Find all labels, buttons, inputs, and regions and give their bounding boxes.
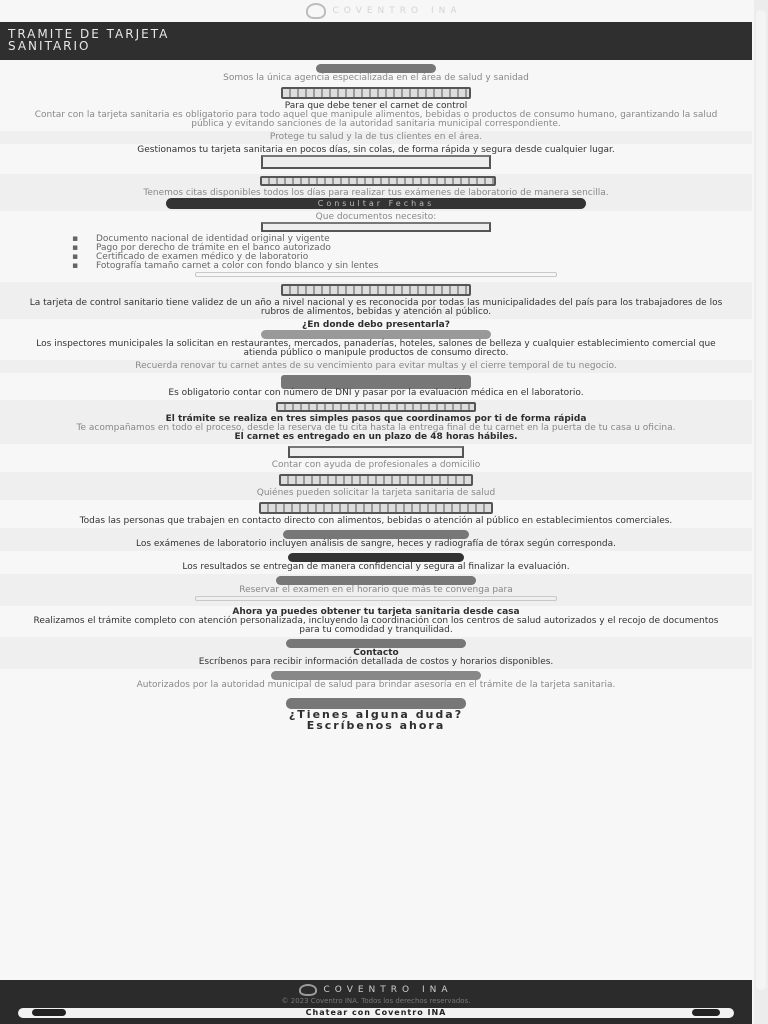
- closing-line1: ¿Tienes alguna duda?: [288, 708, 464, 721]
- validity-text: La tarjeta de control sanitario tiene validez de un año a nivel nacional y es reconocida por todas las municipalidades del país para los trabajadores de los rubros de alimentos, bebidas y atención al público.: [29, 298, 723, 317]
- copyright: © 2023 Coventro INA. Todos los derechos reservados.: [281, 997, 471, 1005]
- faq-body: Realizamos el trámite completo con atención personalizada, incluyendo la coordinación con los centros de salud autorizados y el recojo de documentos para tu comodidad y tranquilidad.: [33, 616, 719, 635]
- schedule-text: Tenemos citas disponibles todos los días para realizar tus exámenes de laboratorio de manera sencilla.: [143, 188, 609, 198]
- list-item: ▪ Documento nacional de identidad original y vigente: [72, 234, 330, 244]
- who-text: Quiénes pueden solicitar la tarjeta sanitaria de salud: [256, 488, 496, 498]
- close-icon[interactable]: [692, 1009, 720, 1016]
- contact-body: Escríbenos para recibir información detallada de costos y horarios disponibles.: [198, 657, 554, 667]
- where-body: Los inspectores municipales la solicitan en restaurantes, mercados, panaderías, hoteles, salones de belleza y cualquier establecimiento comercial que atienda público o manipule productos de consumo directo.: [36, 339, 716, 358]
- folder-icon: [261, 222, 491, 232]
- brand-name[interactable]: COVENTRO INA: [332, 5, 462, 16]
- section-faq: [0, 606, 752, 637]
- apply-text: Gestionamos tu tarjeta sanitaria en pocos días, sin colas, de forma rápida y segura desde cualquier lugar.: [137, 145, 615, 155]
- seal-icon: [271, 671, 481, 680]
- list-icon: [260, 176, 496, 186]
- lab-icon: [283, 530, 469, 539]
- section-lab: [0, 528, 752, 551]
- intro-text: Somos la única agencia especializada en el área de salud y sanidad: [223, 73, 529, 83]
- mandatory-text: Es obligatorio contar con número de DNI y pasar por la evaluación médica en el laboratorio.: [168, 388, 584, 398]
- section-workers: [0, 500, 752, 528]
- contact-heading: Contacto: [353, 648, 399, 658]
- process-heading: El trámite se realiza en tres simples pasos que coordinamos por ti de forma rápida: [165, 414, 587, 424]
- lab-text: Los exámenes de laboratorio incluyen análisis de sangre, heces y radiografía de tórax según corresponda.: [135, 539, 616, 549]
- section-renew: [0, 360, 752, 373]
- workers-text: Todas las personas que trabajen en contacto directo con alimentos, bebidas o atención al público en establecimientos comerciales.: [79, 516, 673, 526]
- whatsapp-chat-button[interactable]: [18, 1008, 734, 1018]
- process-body: Te acompañamos en todo el proceso, desde la reserva de tu cita hasta la entrega final de tu carnet en la puerta de tu casa u oficina.: [76, 423, 676, 433]
- protect-text: Protege tu salud y la de tus clientes en el área.: [269, 132, 483, 142]
- section-contact: [0, 637, 752, 669]
- footer-brand-name[interactable]: COVENTRO INA: [323, 984, 453, 995]
- about-heading: Para que debe tener el carnet de control: [284, 101, 468, 111]
- section-where: [0, 319, 752, 360]
- section-support: [0, 444, 752, 472]
- divider: [195, 596, 557, 601]
- workers-icon: [259, 502, 493, 514]
- shield-icon: [288, 553, 464, 562]
- brand-logo-icon[interactable]: [306, 3, 326, 19]
- site-header: [0, 0, 768, 22]
- list-item: ▪ Fotografía tamaño carnet a color con fondo blanco y sin lentes: [72, 261, 379, 271]
- divider: [195, 272, 557, 277]
- section-validity: [0, 282, 752, 319]
- list-item: ▪ Certificado de examen médico y de laboratorio: [72, 252, 309, 262]
- location-icon: [261, 330, 491, 339]
- document-icon: [261, 155, 491, 169]
- process-note: El carnet es entregado en un plazo de 48 horas hábiles.: [234, 432, 518, 442]
- section-results: [0, 551, 752, 574]
- scrollbar-thumb[interactable]: [756, 10, 766, 990]
- section-schedule: [0, 174, 752, 211]
- site-footer: [0, 980, 752, 1024]
- section-about: [0, 85, 752, 131]
- id-card-icon: [281, 284, 471, 296]
- closing-line2: Escríbenos ahora: [306, 719, 446, 732]
- footer-brand: [0, 984, 752, 996]
- list-item: ▪ Pago por derecho de trámite en el banco autorizado: [72, 243, 331, 253]
- where-heading: ¿En donde debo presentarla?: [302, 320, 450, 330]
- warning-icon: [281, 375, 471, 389]
- section-needs: [0, 211, 752, 282]
- badge-icon: [316, 64, 436, 73]
- section-mandatory: [0, 373, 752, 400]
- footer-logo-icon[interactable]: [299, 984, 317, 996]
- requirements-list: [24, 235, 728, 271]
- hero-title-line2: SANITARIO: [8, 39, 91, 53]
- steps-icon: [276, 402, 476, 412]
- phone-icon: [286, 639, 466, 648]
- hero-title: [8, 28, 648, 52]
- calendar-icon: [276, 576, 476, 585]
- card-icon: [281, 87, 471, 99]
- faq-heading: Ahora ya puedes obtener tu tarjeta sanitaria desde casa: [232, 607, 520, 617]
- section-closing: [0, 692, 752, 733]
- about-body: Contar con la tarjeta sanitaria es obligatorio para todo aquel que manipule alimentos, bebidas o productos de consumo humano, garantizando la salud pública y evitando sanciones de la autoridad sanitaria municipal correspondiente.: [34, 110, 718, 129]
- consultar-fechas-button[interactable]: Consultar Fechas: [166, 198, 586, 209]
- vertical-scrollbar[interactable]: [754, 0, 768, 1024]
- section-apply: [0, 144, 752, 174]
- section-schedule2: [0, 574, 752, 606]
- section-who: [0, 472, 752, 500]
- schedule2-text: Reservar el examen en el horario que más te convenga para: [239, 585, 513, 595]
- renew-text: Recuerda renovar tu carnet antes de su vencimiento para evitar multas y el cierre temporal de tu negocio.: [135, 361, 617, 371]
- section-intro: [0, 60, 752, 85]
- whatsapp-label: Chatear con Coventro INA: [305, 1008, 447, 1017]
- results-text: Los resultados se entregan de manera confidencial y segura al finalizar la evaluación.: [182, 562, 570, 572]
- needs-heading: Que documentos necesito:: [315, 212, 437, 222]
- hero-title-line1: TRAMITE DE TARJETA: [8, 27, 170, 41]
- section-authorized: [0, 669, 752, 692]
- section-process: [0, 400, 752, 444]
- hero-banner: [0, 22, 752, 60]
- delivery-icon: [288, 446, 464, 458]
- support-text: Contar con ayuda de profesionales a domicilio: [271, 460, 481, 470]
- section-protect: [0, 131, 752, 144]
- people-icon: [279, 474, 473, 486]
- authorized-text: Autorizados por la autoridad municipal de salud para brindar asesoría en el trámite de la tarjeta sanitaria.: [136, 680, 616, 690]
- whatsapp-icon: [32, 1009, 66, 1016]
